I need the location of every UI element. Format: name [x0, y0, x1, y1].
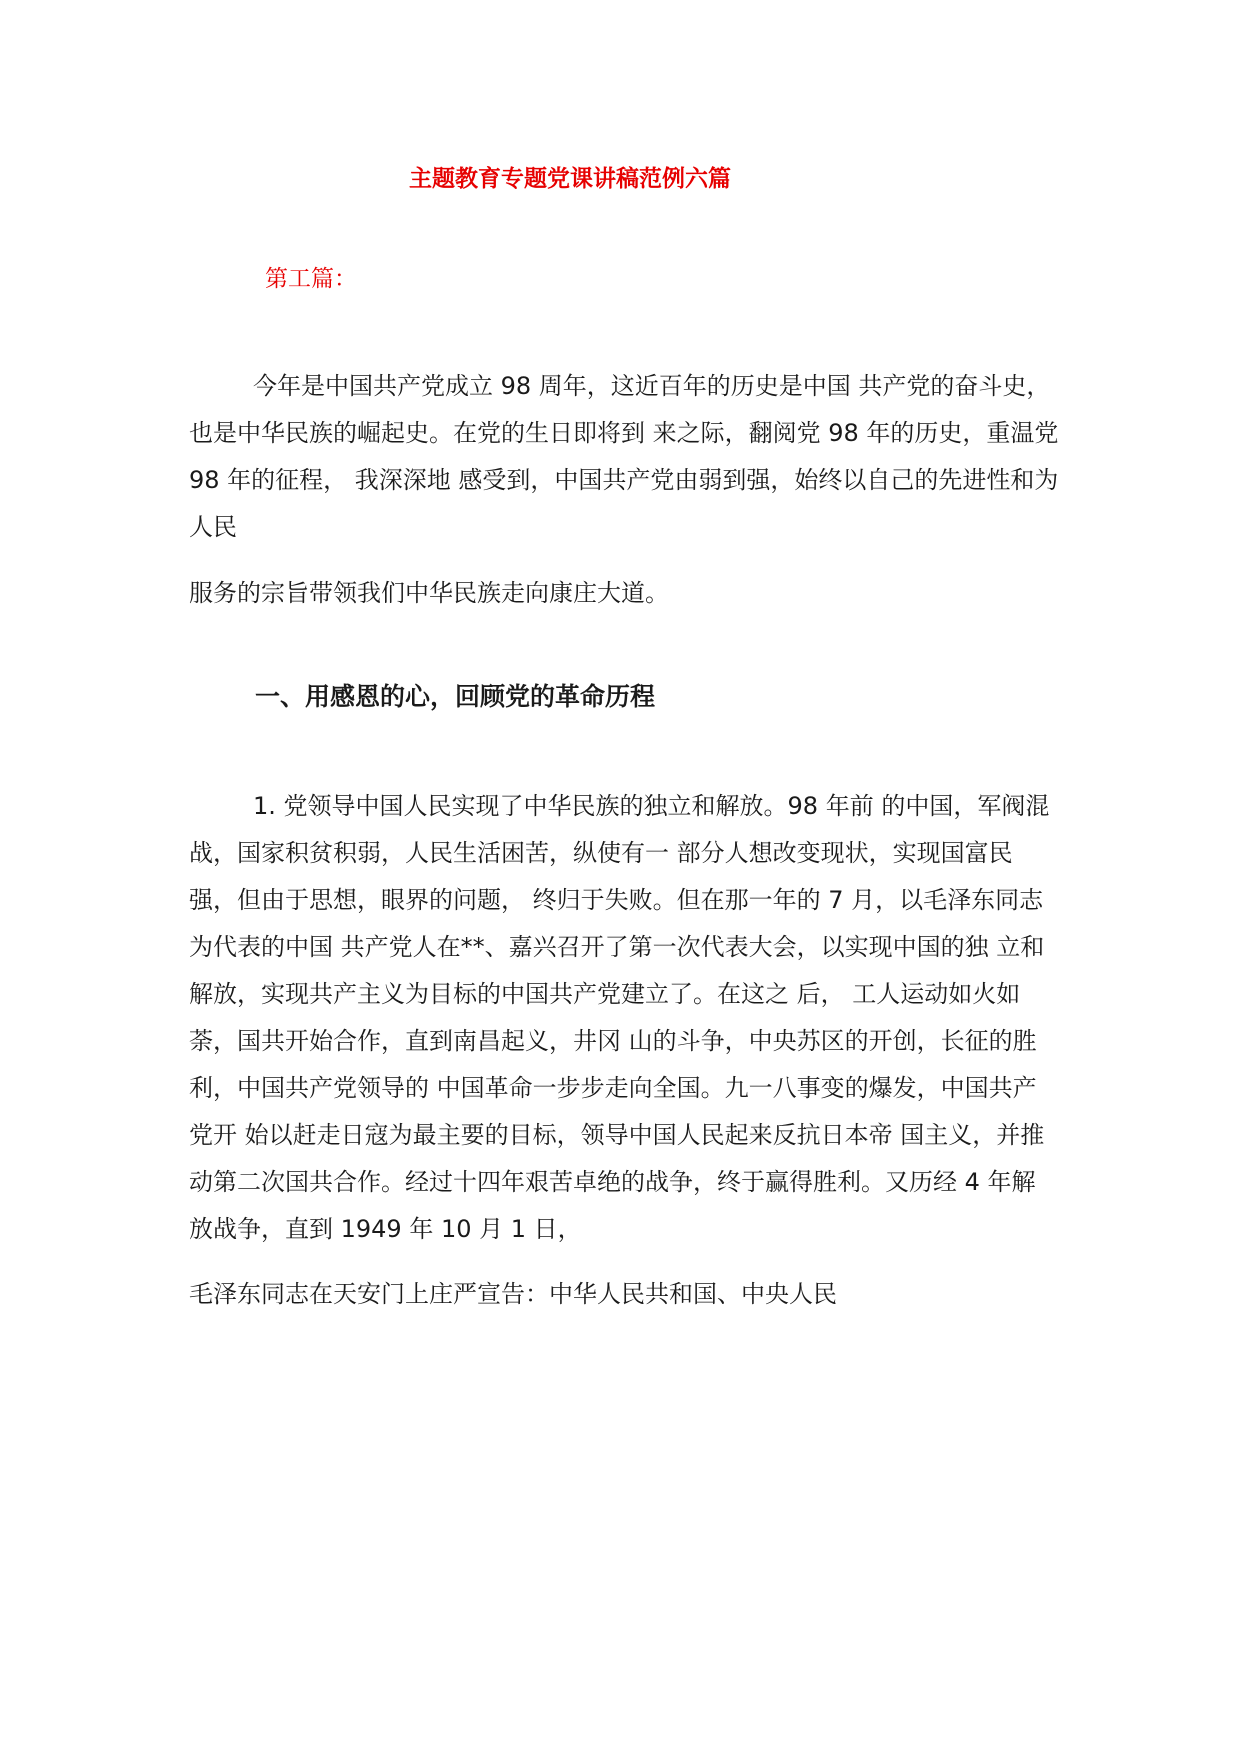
history-paragraph: 1. 党领导中国人民实现了中华民族的独立和解放。98 年前 的中国，军阀混战，国家积贫积弱，人民生活困苦，纵使有一 部分人想改变现状，实现国富民强，但由于思想，眼界的问题， 终归于失败。但在那一年的 7 月，以毛泽东同志为代表的中国 共产党人在**、嘉兴召开了第一次代表大会，以实现中国的独 立和解放，实现共产主义为目标的中国共产党建立了。在这之 后， 工人运动如火如荼，国共开始合作，直到南昌起义，井冈 山的斗争，中央苏区的开创，长征的胜利，中国共产党领导的 中国革命一步步走向全国。九一八事变的爆发，中国共产党开 始以赶走日寇为最主要的目标，领导中国人民起来反抗日本帝 国主义，并推动第二次国共合作。经过十四年艰苦卓绝的战争，终于赢得胜利。又历经 4 年解放战争，直到 1949 年 10 月 1 日，: [189, 792, 1050, 1243]
intro-paragraph-continued-block: [189, 570, 1059, 617]
history-paragraph-continued: 毛泽东同志在天安门上庄严宣告：中华人民共和国、中央人民: [189, 1280, 837, 1308]
section-label: 第工篇：: [265, 266, 357, 292]
history-paragraph-continued-block: [189, 1271, 1059, 1318]
section-heading: 一、用感恩的心，回顾党的革命历程: [255, 682, 656, 711]
document-title: 主题教育专题党课讲稿范例六篇: [409, 166, 731, 192]
intro-paragraph: 今年是中国共产党成立 98 周年，这近百年的历史是中国 共产党的奋斗史，也是中华民族的崛起史。在党的生日即将到 来之际，翻阅党 98 年的历史，重温党 98 年的征程， 我深深地 感受到，中国共产党由弱到强，始终以自己的先进性和为人民: [189, 372, 1059, 541]
history-paragraph-block: [189, 783, 1059, 1253]
intro-paragraph-continued: 服务的宗旨带领我们中华民族走向康庄大道。: [189, 579, 669, 607]
intro-paragraph-block: [189, 363, 1059, 551]
